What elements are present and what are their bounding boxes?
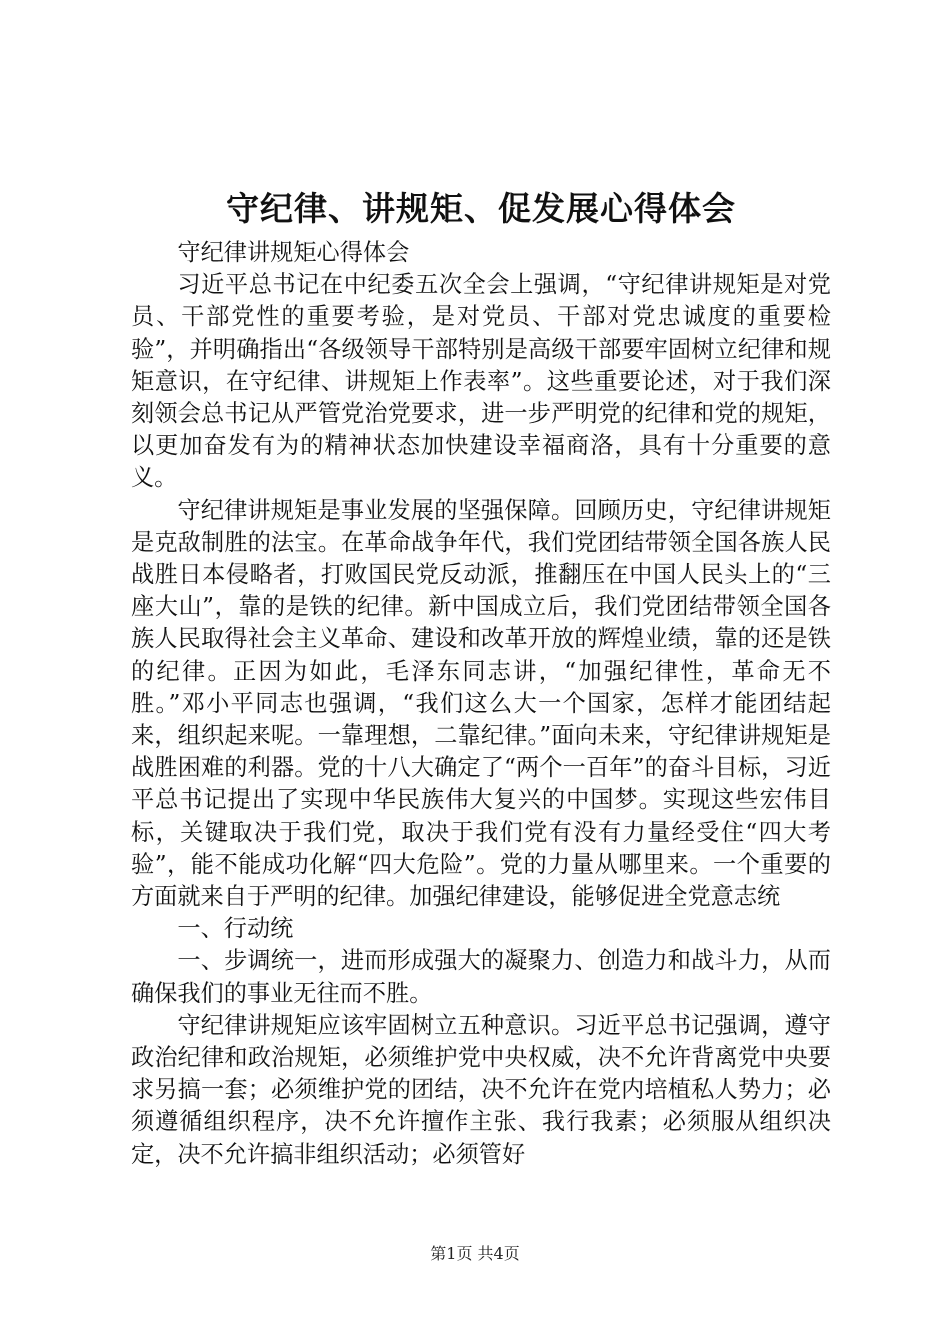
document-body bbox=[131, 183, 831, 1171]
paragraph-intro: 习近平总书记在中纪委五次全会上强调，“守纪律讲规矩是对党员、干部党性的重要考验，是对党员、干部对党忠诚度的重要检验”，并明确指出“各级领导干部特别是高级干部要牢固树立纪律和规矩意识，在守纪律、讲规矩上作表率”。这些重要论述，对于我们深刻领会总书记从严管党治党要求，进一步严明党的纪律和党的规矩，以更加奋发有为的精神状态加快建设幸福商洛，具有十分重要的意义。 bbox=[131, 271, 831, 492]
paragraph-subtitle: 守纪律讲规矩心得体会 bbox=[177, 239, 410, 266]
paragraph-steps: 一、步调统一，进而形成强大的凝聚力、创造力和战斗力，从而确保我们的事业无往而不胜。 bbox=[131, 947, 831, 1007]
paragraph-five-awareness: 守纪律讲规矩应该牢固树立五种意识。习近平总书记强调，遵守政治纪律和政治规矩，必须维护党中央权威，决不允许背离党中央要求另搞一套；必须维护党的团结，决不允许在党内培植私人势力；必须遵循组织程序，决不允许擅作主张、我行我素；必须服从组织决定，决不允许搞非组织活动；必须管好 bbox=[131, 1011, 831, 1168]
page-number-footer: 第1页 共4页 bbox=[430, 1244, 520, 1263]
document-title: 守纪律、讲规矩、促发展心得体会 bbox=[226, 189, 736, 228]
paragraph-guarantee: 守纪律讲规矩是事业发展的坚强保障。回顾历史，守纪律讲规矩是克敌制胜的法宝。在革命战争年代，我们党团结带领全国各族人民战胜日本侵略者，打败国民党反动派，推翻压在中国人民头上的“三座大山”，靠的是铁的纪律。新中国成立后，我们党团结带领全国各族人民取得社会主义革命、建设和改革开放的辉煌业绩，靠的还是铁的纪律。正因为如此，毛泽东同志讲，“加强纪律性，革命无不胜。”邓小平同志也强调，“我们这么大一个国家，怎样才能团结起来，组织起来呢。一靠理想，二靠纪律。”面向未来，守纪律讲规矩是战胜困难的利器。党的十八大确定了“两个一百年”的奋斗目标，习近平总书记提出了实现中华民族伟大复兴的中国梦。实现这些宏伟目标，关键取决于我们党，取决于我们党有没有力量经受住“四大考验”，能不能成功化解“四大危险”。党的力量从哪里来。一个重要的方面就来自于严明的纪律。加强纪律建设，能够促进全党意志统 bbox=[131, 496, 831, 911]
paragraph-heading-action: 一、行动统 bbox=[177, 915, 294, 943]
